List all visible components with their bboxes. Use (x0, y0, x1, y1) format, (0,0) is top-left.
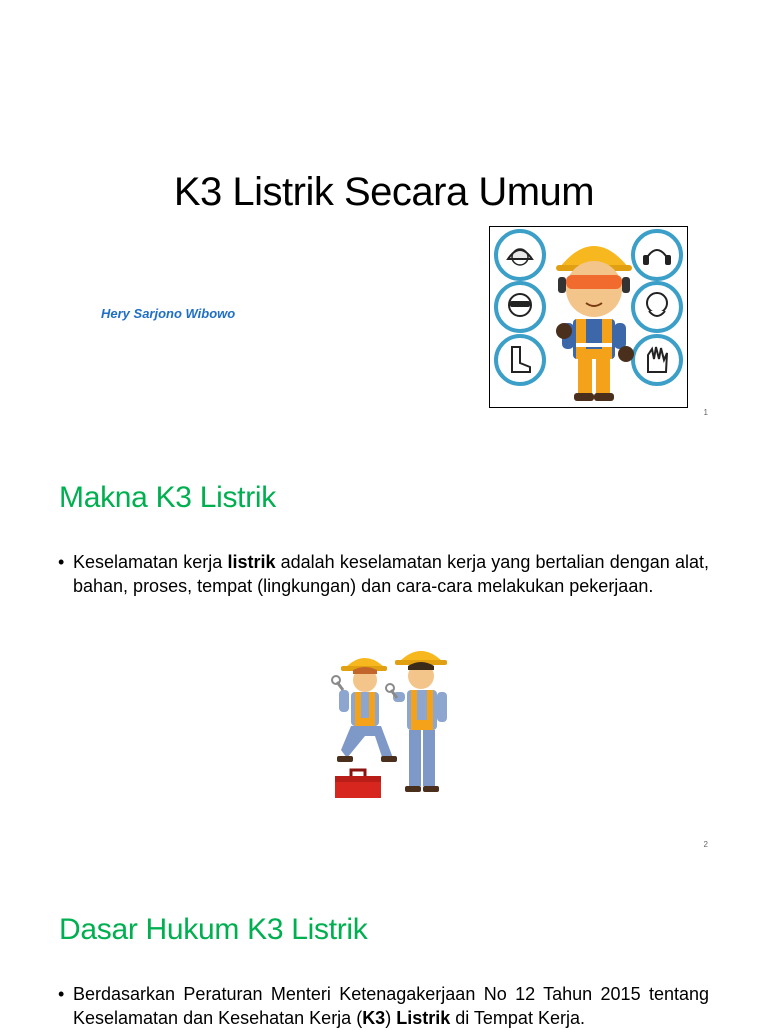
slide-heading: Dasar Hukum K3 Listrik (59, 913, 368, 946)
worker-character (556, 246, 634, 401)
bullet-bold-text: listrik (227, 552, 276, 572)
safety-glasses-icon (496, 283, 544, 331)
page-number: 1 (703, 408, 708, 417)
page-number: 2 (703, 840, 708, 849)
bullet-text: ) (385, 1008, 397, 1028)
standing-worker (386, 651, 447, 792)
slide-1 (0, 0, 768, 434)
kneeling-worker (332, 658, 397, 762)
bullet-text: Berdasarkan Peraturan Menteri Ketenagakerjaan No 12 Tahun 2015 tentang Keselamatan dan Kesehatan Kerja ( (73, 984, 709, 1028)
ear-protection-icon (633, 231, 681, 279)
safety-boot-icon (496, 336, 544, 384)
respirator-mask-icon (633, 283, 681, 331)
bullet-item (58, 982, 709, 1030)
slide-title: K3 Listrik Secara Umum (173, 170, 595, 214)
safety-worker-illustration (489, 226, 688, 408)
red-toolbox (335, 770, 381, 798)
slide-3 (0, 868, 768, 1028)
bullet-list (58, 982, 709, 1030)
electricians-illustration (321, 640, 455, 804)
bullet-list (58, 550, 709, 598)
safety-glove-icon (633, 336, 681, 384)
author-name: Hery Sarjono Wibowo (101, 306, 236, 321)
bullet-text: adalah keselamatan kerja yang bertalian dengan alat, bahan, proses, tempat (lingkungan) dan cara-cara melakukan pekerjaan. (73, 552, 709, 596)
bullet-text: Keselamatan kerja (73, 552, 228, 572)
bullet-bold-text: K3 (362, 1008, 386, 1028)
bullet-item (58, 550, 709, 598)
bullet-bold-text: Listrik (396, 1008, 451, 1028)
bullet-text: di Tempat Kerja. (450, 1008, 585, 1028)
slide-heading: Makna K3 Listrik (59, 481, 276, 514)
hard-hat-icon (496, 231, 544, 279)
slide-2 (0, 434, 768, 868)
